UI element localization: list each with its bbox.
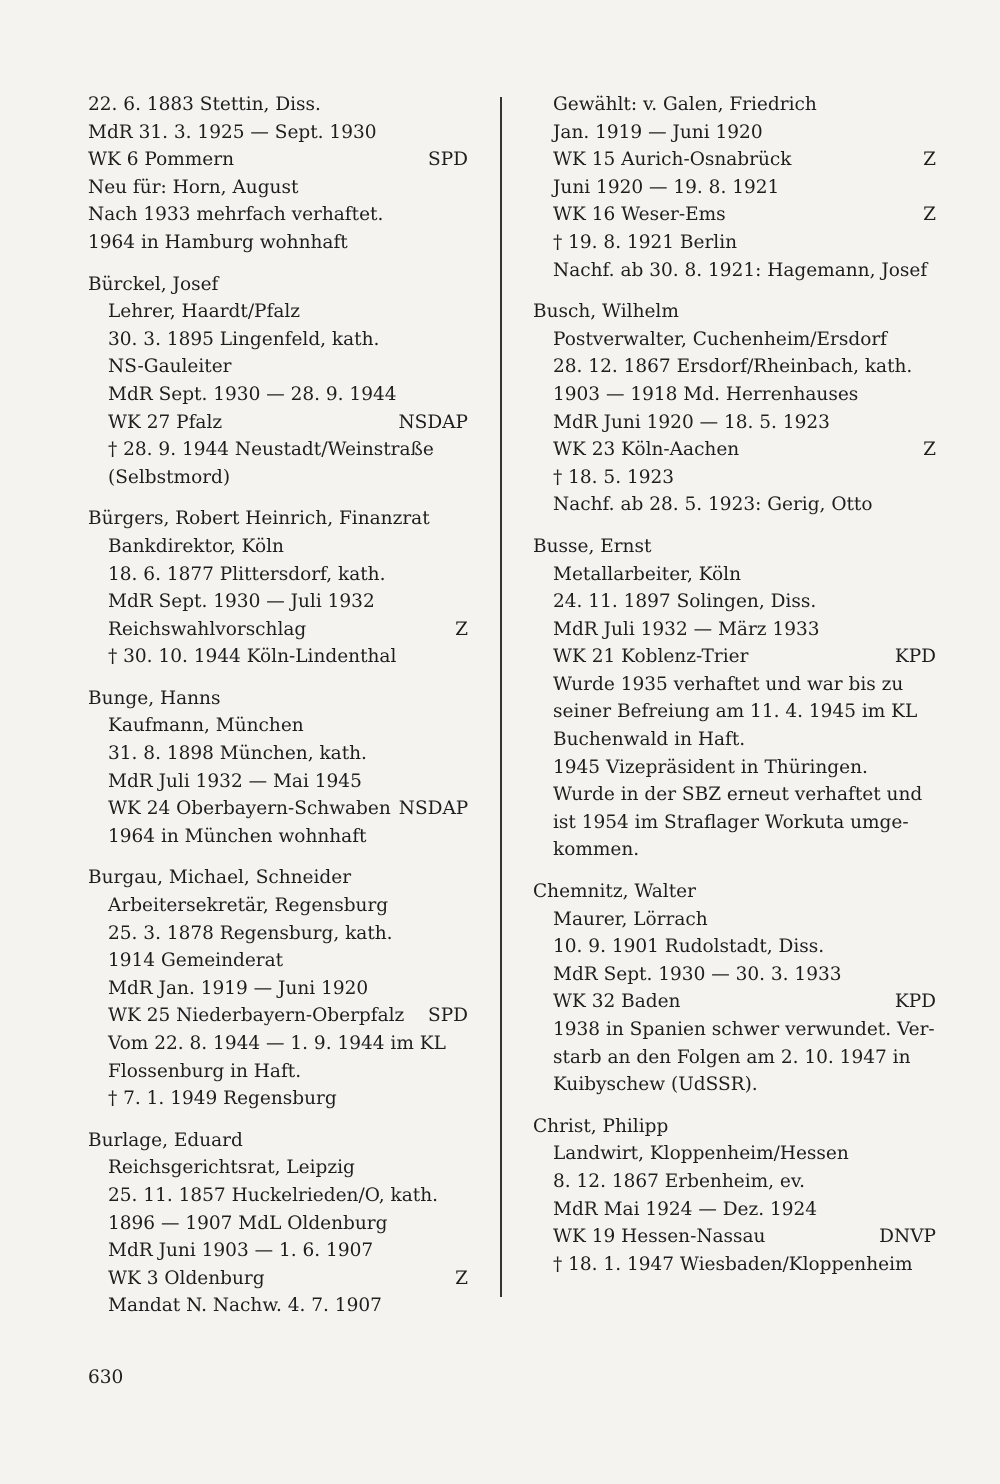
entry-line	[533, 174, 936, 202]
party-label: NSDAP	[398, 798, 468, 820]
entry-line-text: 31. 8. 1898 München, kath.	[108, 743, 367, 765]
entry-line	[533, 1044, 936, 1072]
entry-line-text: NS-Gauleiter	[108, 356, 232, 378]
entry-line-text: Bürckel, Josef	[88, 273, 219, 295]
biography-entry	[88, 91, 468, 257]
entry-line-text: WK 21 Koblenz-Trier	[553, 646, 749, 668]
entry-line-text: MdR Juli 1932 — Mai 1945	[108, 770, 362, 792]
entry-line	[533, 533, 936, 561]
entry-line-text: MdR Juli 1932 — März 1933	[553, 618, 820, 640]
entry-line-text: Reichsgerichtsrat, Leipzig	[108, 1157, 355, 1179]
entry-line-text: Bürgers, Robert Heinrich, Finanzrat	[88, 508, 430, 530]
entry-line	[533, 698, 936, 726]
entry-line-text: † 7. 1. 1949 Regensburg	[108, 1088, 337, 1110]
entry-line-text: Bunge, Hanns	[88, 687, 221, 709]
entry-line-text: kommen.	[553, 839, 640, 861]
entry-line-text: Burlage, Eduard	[88, 1129, 243, 1151]
entry-line-text: MdR Jan. 1919 — Juni 1920	[108, 977, 369, 999]
entry-line-text: 25. 3. 1878 Regensburg, kath.	[108, 922, 393, 944]
party-label: Z	[923, 439, 936, 461]
entry-line-text: 10. 9. 1901 Rudolstadt, Diss.	[553, 936, 825, 958]
entry-line-text: † 19. 8. 1921 Berlin	[553, 231, 738, 253]
biography-entry	[88, 271, 468, 492]
entry-line	[88, 1154, 468, 1182]
entry-line-text: Bankdirektor, Köln	[108, 535, 284, 557]
entry-line	[533, 491, 936, 519]
entry-line-text: MdR Juni 1920 — 18. 5. 1923	[553, 411, 830, 433]
entry-line	[533, 836, 936, 864]
entry-line-text: WK 6 Pommern	[88, 149, 234, 171]
party-label: NSDAP	[398, 411, 468, 433]
biography-entry	[88, 1127, 468, 1320]
entry-line-text: 24. 11. 1897 Solingen, Diss.	[553, 591, 817, 613]
entry-line	[88, 1265, 468, 1293]
entry-line-text: WK 3 Oldenburg	[108, 1267, 265, 1289]
entry-line	[88, 1237, 468, 1265]
entry-line-text: WK 27 Pfalz	[108, 411, 223, 433]
entry-line	[88, 823, 468, 851]
entry-line-text: Metallarbeiter, Köln	[553, 563, 742, 585]
entry-line	[88, 174, 468, 202]
entry-line	[533, 436, 936, 464]
entry-line	[88, 768, 468, 796]
biography-entry	[533, 91, 936, 284]
entry-line	[533, 878, 936, 906]
entry-line	[533, 906, 936, 934]
entry-line	[533, 988, 936, 1016]
entry-line	[88, 740, 468, 768]
entry-line-text: 1903 — 1918 Md. Herrenhauses	[553, 383, 859, 405]
entry-line-text: ist 1954 im Straflager Workuta umge-	[553, 811, 909, 833]
entry-line-text: Neu für: Horn, August	[88, 176, 299, 198]
entry-line	[88, 1085, 468, 1113]
entry-line-text: 8. 12. 1867 Erbenheim, ev.	[553, 1170, 806, 1192]
entry-line	[88, 685, 468, 713]
entry-line-text: Juni 1920 — 19. 8. 1921	[553, 176, 780, 198]
entry-line-text: 1938 in Spanien schwer verwundet. Ver-	[553, 1019, 935, 1040]
entry-line	[88, 561, 468, 589]
entry-line	[88, 643, 468, 671]
entry-line	[533, 616, 936, 644]
biography-entry	[533, 533, 936, 864]
biography-entry	[533, 1113, 936, 1279]
entry-line-text: Reichswahlvorschlag	[108, 618, 307, 640]
party-label: DNVP	[879, 1226, 936, 1248]
entry-line	[533, 1016, 936, 1044]
entry-line	[88, 436, 468, 464]
entry-line-text: † 18. 5. 1923	[553, 466, 675, 488]
entry-line-text: WK 25 Niederbayern-Oberpfalz	[108, 1005, 405, 1027]
entry-line-text: (Selbstmord)	[108, 466, 231, 488]
entry-line	[88, 1127, 468, 1155]
entry-line	[533, 754, 936, 782]
entry-line-text: 18. 6. 1877 Plittersdorf, kath.	[108, 563, 386, 585]
entry-line	[88, 1030, 468, 1058]
entry-line	[533, 726, 936, 754]
entry-line-text: Nachf. ab 30. 8. 1921: Hagemann, Josef	[553, 259, 928, 281]
right-column	[533, 91, 936, 1292]
entry-line-text: Nachf. ab 28. 5. 1923: Gerig, Otto	[553, 494, 873, 516]
entry-line	[533, 298, 936, 326]
entry-line	[88, 201, 468, 229]
entry-line	[533, 326, 936, 354]
entry-line	[533, 1140, 936, 1168]
party-label: Z	[455, 618, 468, 640]
entry-line	[533, 1251, 936, 1279]
entry-line	[88, 975, 468, 1003]
entry-line	[88, 91, 468, 119]
entry-line-text: Mandat N. Nachw. 4. 7. 1907	[108, 1295, 382, 1317]
entry-line	[533, 781, 936, 809]
left-column	[88, 91, 468, 1334]
biography-entry	[533, 878, 936, 1099]
entry-line	[533, 91, 936, 119]
entry-line-text: starb an den Folgen am 2. 10. 1947 in	[553, 1046, 911, 1068]
entry-line	[533, 961, 936, 989]
entry-line-text: Christ, Philipp	[533, 1115, 669, 1137]
entry-line	[88, 271, 468, 299]
entry-line	[533, 588, 936, 616]
entry-line	[88, 464, 468, 492]
entry-line	[533, 561, 936, 589]
entry-line	[533, 119, 936, 147]
entry-line-text: MdR 31. 3. 1925 — Sept. 1930	[88, 121, 377, 143]
entry-line-text: MdR Sept. 1930 — Juli 1932	[108, 591, 375, 613]
entry-line	[88, 381, 468, 409]
entry-line	[533, 1223, 936, 1251]
entry-line	[88, 119, 468, 147]
biography-entry	[88, 685, 468, 851]
entry-line	[533, 1113, 936, 1141]
entry-line	[533, 464, 936, 492]
entry-line	[533, 381, 936, 409]
entry-line-text: MdR Sept. 1930 — 30. 3. 1933	[553, 963, 842, 985]
entry-line-text: 1896 — 1907 MdL Oldenburg	[108, 1212, 388, 1234]
entry-line-text: Postverwalter, Cuchenheim/Ersdorf	[553, 328, 888, 350]
column-divider	[500, 97, 502, 1297]
entry-line	[88, 229, 468, 257]
entry-line-text: 1914 Gemeinderat	[108, 950, 284, 972]
entry-line-text: 1945 Vizepräsident in Thüringen.	[553, 756, 868, 778]
entry-line-text: 1964 in München wohnhaft	[108, 825, 367, 847]
entry-line-text: MdR Mai 1924 — Dez. 1924	[553, 1198, 818, 1220]
entry-line-text: MdR Sept. 1930 — 28. 9. 1944	[108, 383, 397, 405]
entry-line-text: Burgau, Michael, Schneider	[88, 867, 352, 889]
entry-line-text: Arbeitersekretär, Regensburg	[108, 895, 389, 917]
party-label: Z	[923, 204, 936, 226]
entry-line	[88, 326, 468, 354]
entry-line	[533, 257, 936, 285]
entry-line	[533, 409, 936, 437]
entry-line-text: Landwirt, Kloppenheim/Hessen	[553, 1143, 849, 1165]
entry-line-text: WK 16 Weser-Ems	[553, 204, 726, 226]
entry-line	[533, 643, 936, 671]
entry-line-text: Gewählt: v. Galen, Friedrich	[553, 94, 817, 115]
entry-line-text: Nach 1933 mehrfach verhaftet.	[88, 204, 384, 226]
entry-line-text: WK 24 Oberbayern-Schwaben	[108, 798, 391, 820]
entry-line-text: † 18. 1. 1947 Wiesbaden/Kloppenheim	[553, 1253, 913, 1275]
entry-line	[533, 229, 936, 257]
entry-line-text: Lehrer, Haardt/Pfalz	[108, 301, 301, 323]
entry-line	[88, 409, 468, 437]
entry-line	[88, 864, 468, 892]
entry-line	[88, 947, 468, 975]
entry-line-text: Busch, Wilhelm	[533, 301, 679, 323]
entry-line	[88, 795, 468, 823]
entry-line-text: Wurde 1935 verhaftet und war bis zu	[553, 673, 904, 695]
entry-line	[88, 353, 468, 381]
entry-line-text: WK 19 Hessen-Nassau	[553, 1226, 766, 1248]
entry-line-text: 25. 11. 1857 Huckelrieden/O, kath.	[108, 1184, 439, 1206]
entry-line	[88, 298, 468, 326]
entry-line	[88, 533, 468, 561]
entry-line-text: Flossenburg in Haft.	[108, 1060, 302, 1082]
page-number: 630	[88, 1367, 124, 1388]
entry-line-text: † 30. 10. 1944 Köln-Lindenthal	[108, 646, 397, 668]
entry-line-text: Kaufmann, München	[108, 715, 304, 737]
entry-line-text: Maurer, Lörrach	[553, 908, 708, 930]
entry-line	[88, 505, 468, 533]
entry-line	[533, 201, 936, 229]
entry-line	[88, 146, 468, 174]
entry-line-text: 28. 12. 1867 Ersdorf/Rheinbach, kath.	[553, 356, 913, 378]
entry-line-text: 1964 in Hamburg wohnhaft	[88, 231, 348, 253]
entry-line	[88, 1002, 468, 1030]
party-label: Z	[923, 149, 936, 171]
entry-line	[88, 920, 468, 948]
entry-line-text: WK 23 Köln-Aachen	[553, 439, 740, 461]
entry-line	[533, 1168, 936, 1196]
entry-line-text: Wurde in der SBZ erneut verhaftet und	[553, 784, 923, 806]
entry-line	[533, 809, 936, 837]
entry-line	[533, 1071, 936, 1099]
party-label: Z	[455, 1267, 468, 1289]
entry-line	[88, 1210, 468, 1238]
entry-line-text: Vom 22. 8. 1944 — 1. 9. 1944 im KL	[108, 1033, 446, 1054]
entry-line-text: Busse, Ernst	[533, 535, 652, 557]
entry-line-text: Chemnitz, Walter	[533, 881, 696, 903]
entry-line	[88, 616, 468, 644]
entry-line	[533, 671, 936, 699]
entry-line	[88, 1292, 468, 1320]
party-label: KPD	[894, 991, 936, 1013]
entry-line-text: WK 15 Aurich-Osnabrück	[553, 149, 792, 171]
entry-line-text: Buchenwald in Haft.	[553, 729, 746, 751]
entry-line	[88, 1058, 468, 1086]
party-label: KPD	[894, 646, 936, 668]
entry-line	[88, 1182, 468, 1210]
biography-entry	[88, 864, 468, 1112]
entry-line-text: † 28. 9. 1944 Neustadt/Weinstraße	[108, 439, 434, 461]
entry-line-text: seiner Befreiung am 11. 4. 1945 im KL	[553, 701, 918, 723]
party-label: SPD	[428, 1005, 468, 1027]
entry-line	[533, 1196, 936, 1224]
entry-line-text: 22. 6. 1883 Stettin, Diss.	[88, 94, 321, 115]
biography-entry	[88, 505, 468, 671]
entry-line	[88, 892, 468, 920]
entry-line-text: 30. 3. 1895 Lingenfeld, kath.	[108, 328, 380, 350]
entry-line-text: MdR Juni 1903 — 1. 6. 1907	[108, 1240, 374, 1262]
party-label: SPD	[428, 149, 468, 171]
entry-line	[88, 712, 468, 740]
biography-entry	[533, 298, 936, 519]
entry-line	[88, 588, 468, 616]
entry-line	[533, 353, 936, 381]
entry-line-text: WK 32 Baden	[553, 991, 681, 1013]
entry-line-text: Kuibyschew (UdSSR).	[553, 1074, 758, 1096]
entry-line-text: Jan. 1919 — Juni 1920	[553, 121, 763, 143]
entry-line	[533, 933, 936, 961]
entry-line	[533, 146, 936, 174]
